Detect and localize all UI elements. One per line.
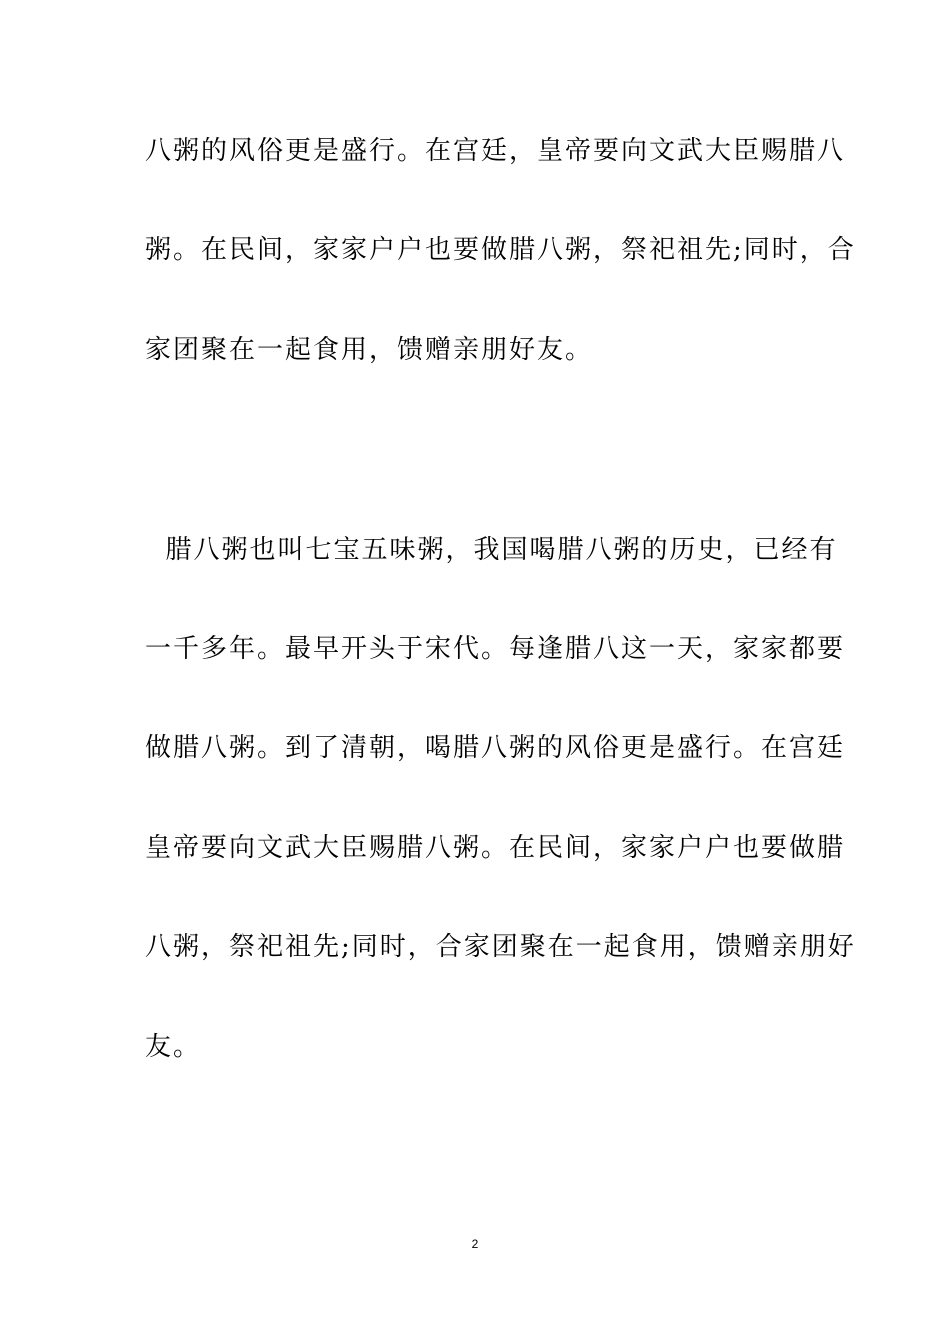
paragraph-1-line-1: 八粥的风俗更是盛行。在宫廷，皇帝要向文武大臣赐腊八: [145, 136, 846, 166]
paragraph-2-line-1: 腊八粥也叫七宝五味粥，我国喝腊八粥的历史，已经有: [145, 535, 838, 565]
paragraph-2-line-3: 做腊八粥。到了清朝，喝腊八粥的风俗更是盛行。在宫廷: [145, 733, 846, 763]
page-number: 2: [471, 1237, 479, 1251]
paragraph-2-line-2: 一千多年。最早开头于宋代。每逢腊八这一天，家家都要: [145, 634, 846, 664]
paragraph-2-line-4: 皇帝要向文武大臣赐腊八粥。在民间，家家户户也要做腊: [145, 833, 846, 863]
paragraph-1-line-3: 家团聚在一起食用，馈赠亲朋好友。: [145, 335, 594, 365]
paragraph-2-line-5: 八粥，祭祀祖先;同时，合家团聚在一起食用，馈赠亲朋好: [145, 932, 856, 962]
paragraph-2-line-6: 友。: [145, 1032, 202, 1062]
paragraph-1-line-2: 粥。在民间，家家户户也要做腊八粥，祭祀祖先;同时，合: [145, 235, 856, 265]
